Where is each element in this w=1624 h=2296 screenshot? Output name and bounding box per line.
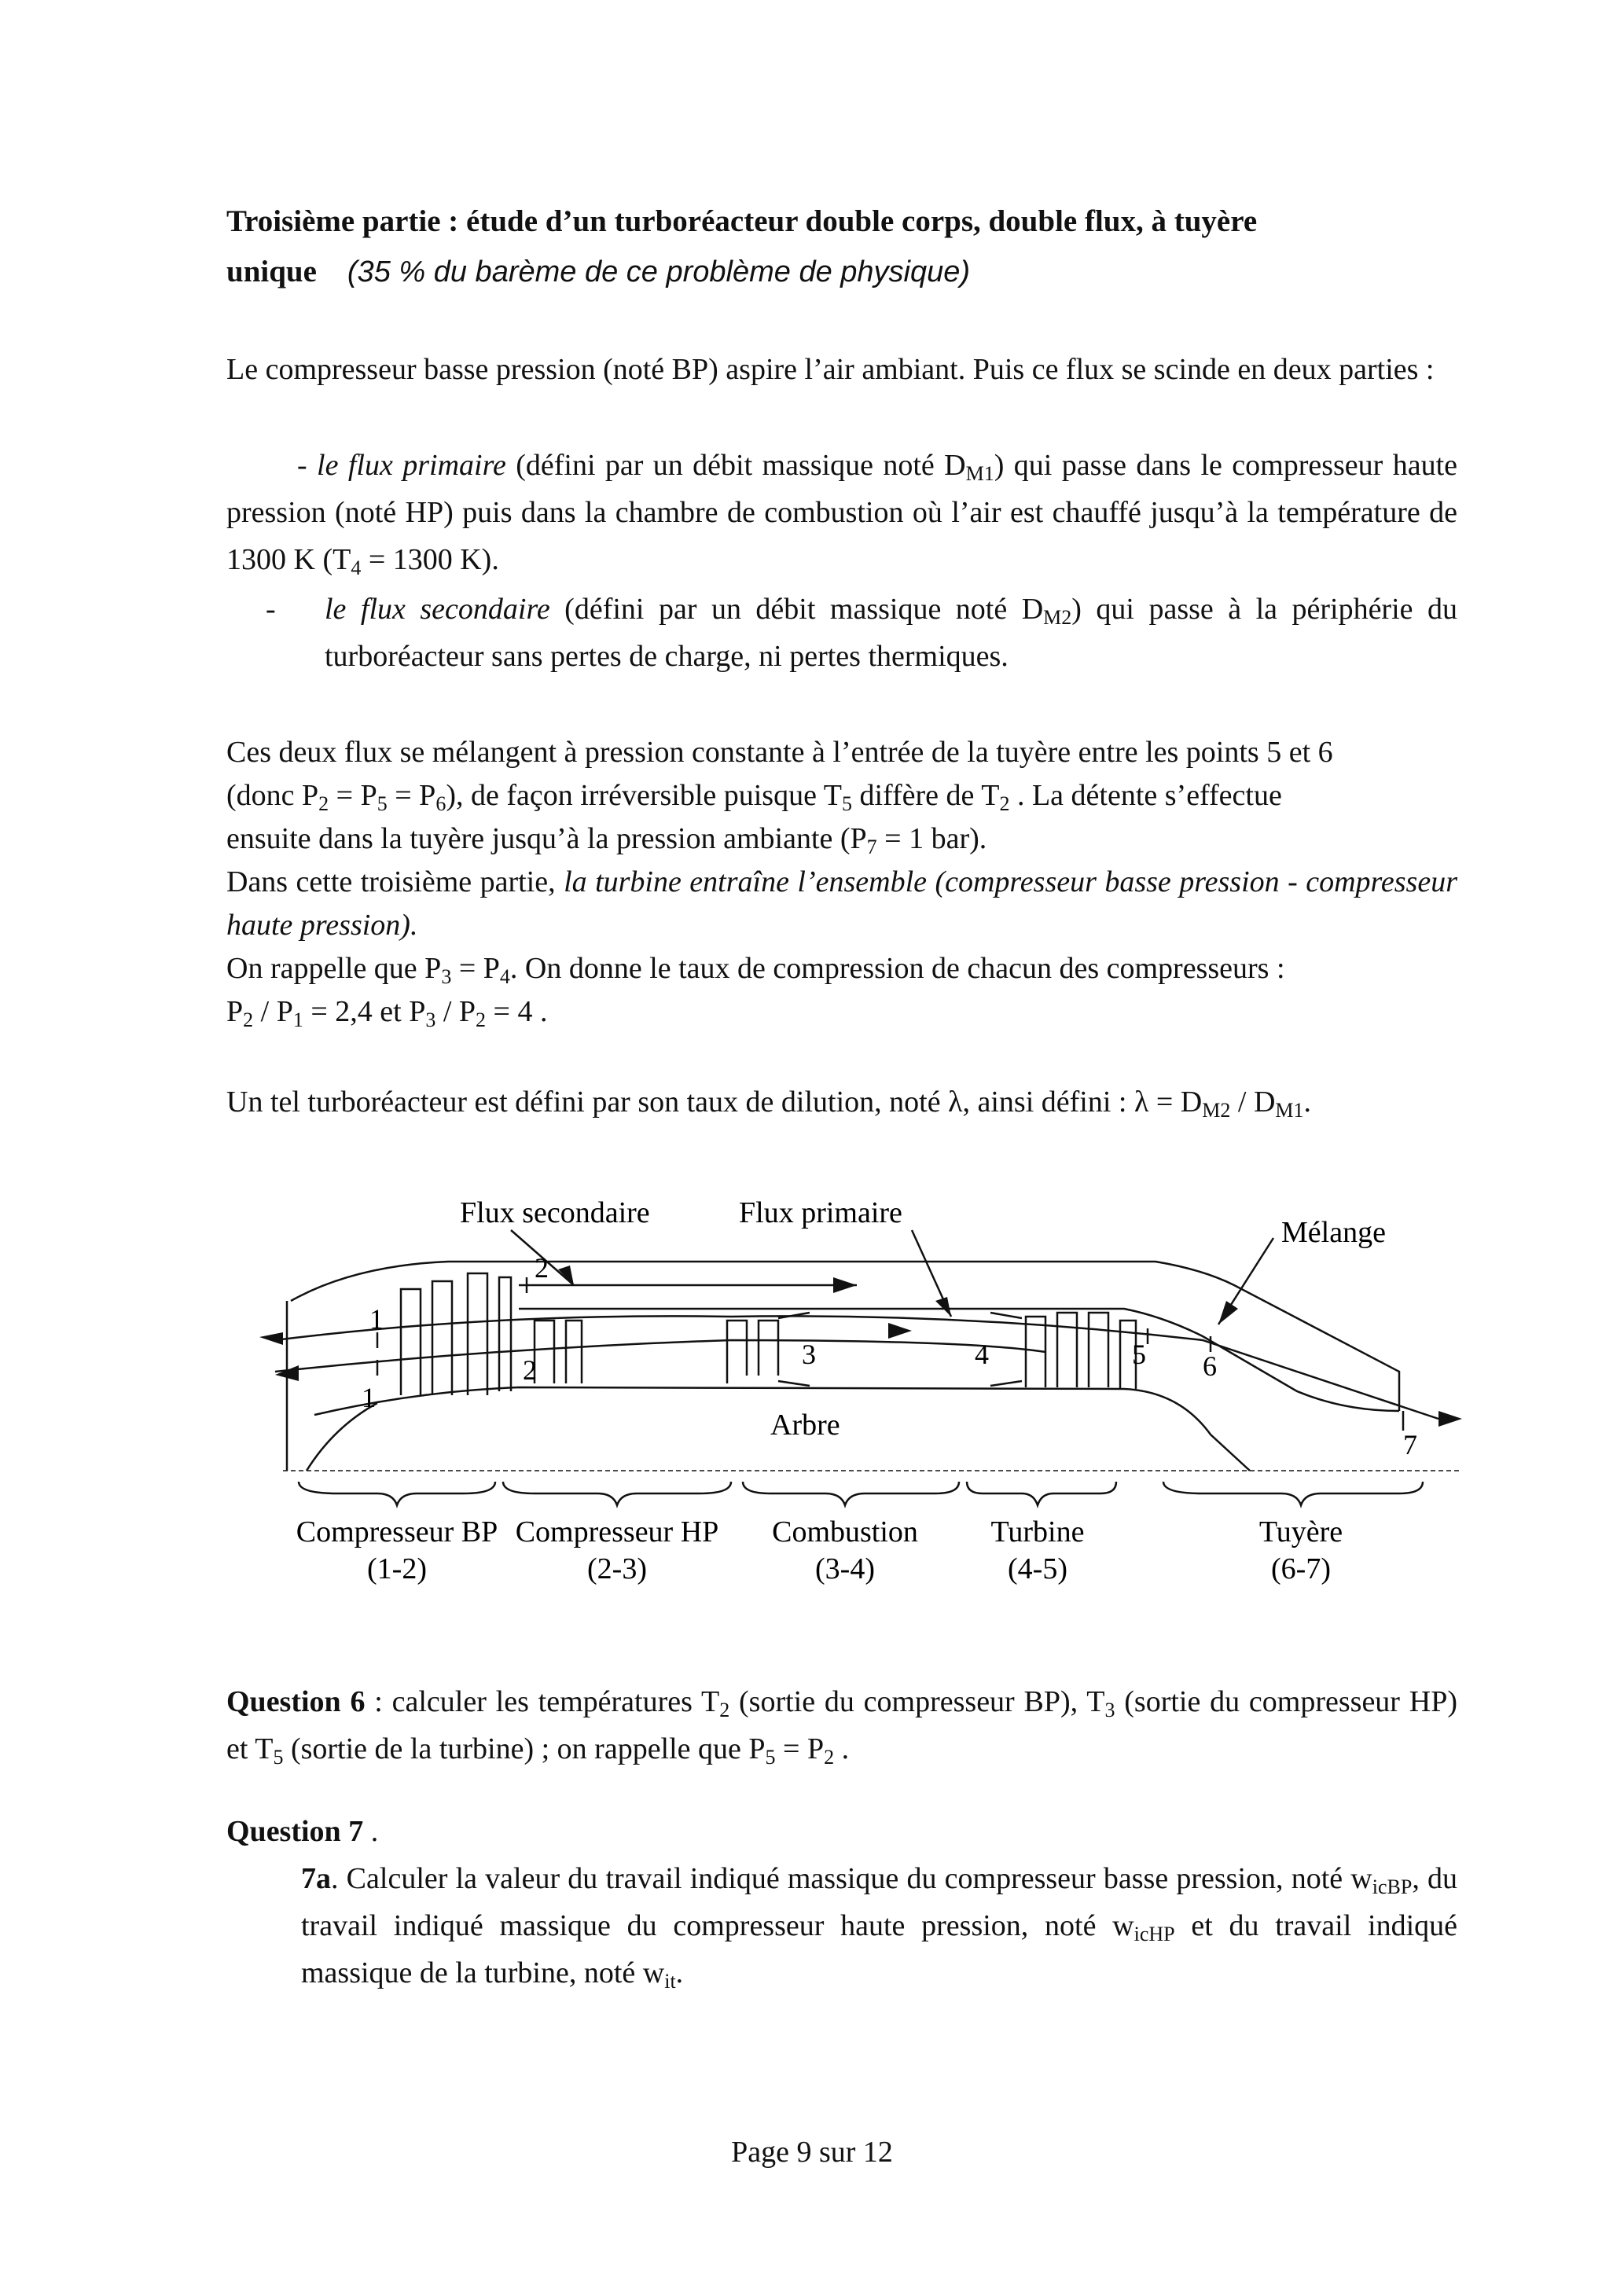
label-flux-primaire: Flux primaire — [739, 1196, 902, 1229]
q7-s2: icHP — [1133, 1923, 1175, 1945]
q7a-label: 7a — [301, 1862, 331, 1895]
stage-range: (1-2) — [367, 1552, 427, 1585]
point-label: 7 — [1403, 1429, 1417, 1460]
stage-range: (2-3) — [587, 1552, 647, 1585]
secondary-em: le flux secondaire — [325, 593, 550, 626]
m-l2e: diffère de T — [851, 779, 1000, 812]
secondary-flux-item — [266, 586, 1457, 680]
hp-blades — [535, 1321, 582, 1383]
q6-s2: 2 — [719, 1699, 730, 1721]
q7-s1: icBP — [1372, 1875, 1413, 1898]
inner-casing — [519, 1309, 1399, 1411]
brace-comb — [743, 1482, 959, 1505]
q7-d: . — [675, 1956, 684, 1989]
dil-a: Un tel turboréacteur est défini par son taux de dilution, noté λ, ainsi défini : λ = D — [226, 1086, 1203, 1119]
dil-b: / D — [1230, 1086, 1276, 1119]
stage-name: Tuyère — [1258, 1515, 1343, 1548]
q6-s5b: 5 — [765, 1746, 776, 1769]
mixing-line-4 — [226, 861, 1457, 947]
secondary-dash: - — [266, 593, 276, 626]
primary-text-b: ) qui passe dans le compresseur haute pression (noté HP) puis dans la chambre de combustion où l’air est chauffé jusqu’à la température de 1300 K (T — [226, 449, 1457, 576]
bp-blades — [401, 1273, 511, 1395]
stage-range: (4-5) — [1008, 1552, 1067, 1585]
m-l6e: = 4 . — [486, 995, 548, 1028]
section-title — [226, 197, 1457, 297]
point-label: 4 — [975, 1339, 989, 1370]
stage-range: (6-7) — [1271, 1552, 1331, 1585]
secondary-sub: M2 — [1043, 606, 1072, 629]
m-l6a: P — [226, 995, 244, 1028]
q6-s2b: 2 — [824, 1746, 835, 1769]
q6-d: (sortie de la turbine) ; on rappelle que P — [283, 1732, 766, 1765]
m-l6c: = 2,4 et P — [303, 995, 426, 1028]
stage-name: Compresseur BP — [296, 1515, 498, 1548]
m-l6d: / P — [435, 995, 476, 1028]
dil-c: . — [1303, 1086, 1312, 1119]
stage-name: Combustion — [772, 1515, 918, 1548]
m-s4: 4 — [499, 965, 510, 988]
m-s2b: 2 — [999, 792, 1010, 815]
m-l2f: . La détente s’effectue — [1009, 779, 1282, 812]
m-s3: 3 — [441, 965, 452, 988]
m-l2c: = P — [387, 779, 436, 812]
brace-hp — [503, 1482, 731, 1505]
primary-prefix: - — [297, 449, 318, 482]
mixing-line-1: Ces deux flux se mélangent à pression constante à l’entrée de la tuyère entre les points 5 et 6 — [226, 736, 1333, 769]
primary-sub2: 4 — [351, 557, 362, 579]
stage-range: (3-4) — [815, 1552, 875, 1585]
title-line-2: unique — [226, 255, 317, 288]
q7-b: , du travail indiqué massique du compresseur haute pression, noté w — [301, 1862, 1458, 1942]
title-line-1: Troisième partie : étude d’un turboréacteur double corps, double flux, à tuyère — [226, 204, 1258, 238]
intro-paragraph — [226, 346, 1457, 393]
q6-c: (sortie du compresseur HP) et T — [226, 1685, 1457, 1765]
mixing-paragraph — [226, 731, 1457, 1034]
q6-f: . — [834, 1732, 850, 1765]
section-subtitle: (35 % du barème de ce problème de physique) — [347, 255, 971, 288]
m-l2a: (donc P — [226, 779, 319, 812]
m-l4a: Dans cette troisième partie, — [226, 865, 564, 898]
secondary-text-b: ) qui passe à la périphérie du turboréacteur sans pertes de charge, ni pertes thermiques. — [325, 593, 1457, 673]
streamline-upper — [275, 1316, 1438, 1419]
m-s5b: 5 — [841, 792, 852, 815]
dil-s1: M2 — [1202, 1099, 1231, 1122]
m-s6b: 1 — [292, 1008, 303, 1031]
brace-bp — [299, 1482, 495, 1505]
q6-s3: 3 — [1104, 1699, 1115, 1721]
m-s6c: 3 — [425, 1008, 436, 1031]
point-label: 1 — [369, 1303, 384, 1335]
stage-name: Compresseur HP — [515, 1515, 719, 1548]
q6-b: (sortie du compresseur BP), T — [729, 1685, 1105, 1718]
point-label: 2 — [523, 1354, 537, 1386]
m-l5a: On rappelle que P — [226, 952, 442, 985]
q6-label: Question 6 — [226, 1685, 366, 1718]
q7-a: . Calculer la valeur du travail indiqué massique du compresseur basse pression, noté w — [331, 1862, 1372, 1895]
point-label: 2 — [535, 1252, 549, 1284]
q7-c: et du travail indiqué massique de la turbine, noté w — [301, 1909, 1457, 1989]
mixing-line-2 — [226, 774, 1457, 817]
point-label: 1 — [362, 1382, 376, 1413]
mixing-line-3 — [226, 817, 1457, 861]
m-s6d: 2 — [476, 1008, 487, 1031]
mixing-line-6 — [226, 990, 1457, 1034]
m-s7: 7 — [866, 836, 877, 858]
m-s6a: 2 — [243, 1008, 254, 1031]
point-label: 6 — [1203, 1350, 1217, 1382]
q6-e: = P — [775, 1732, 825, 1765]
m-l5b: = P — [451, 952, 500, 985]
mixing-line-5 — [226, 947, 1457, 990]
stage-name: Turbine — [990, 1515, 1085, 1548]
primary-text-c: = 1300 K). — [361, 543, 499, 576]
m-l2b: = P — [329, 779, 377, 812]
page-number: Page 9 sur 12 — [731, 2136, 893, 2169]
q7-s3: it — [664, 1970, 676, 1993]
m-s2: 2 — [318, 792, 329, 815]
q7-label: Question 7 — [226, 1815, 364, 1848]
primary-text-a: (défini par un débit massique noté D — [505, 449, 966, 482]
question-6 — [226, 1678, 1457, 1773]
primary-sub: M1 — [965, 462, 994, 485]
dilution-line — [226, 1078, 1457, 1126]
question-7 — [226, 1808, 1457, 1855]
point-label: 3 — [802, 1339, 816, 1370]
combustion-chamber — [727, 1321, 778, 1383]
dil-s2: M1 — [1275, 1099, 1304, 1122]
label-melange: Mélange — [1281, 1216, 1386, 1249]
m-l2d: ), de façon irréversible puisque T — [446, 779, 842, 812]
streamline-lower — [275, 1340, 1045, 1372]
m-l6b: / P — [253, 995, 293, 1028]
q6-a: : calculer les températures T — [365, 1685, 720, 1718]
label-flux-secondaire: Flux secondaire — [460, 1196, 650, 1229]
q6-s5: 5 — [273, 1746, 284, 1769]
m-l4em: la turbine entraîne l’ensemble (compresseur basse pression - compresseur haute pression). — [226, 865, 1457, 942]
intro-text: Le compresseur basse pression (noté BP) aspire l’air ambiant. Puis ce flux se scinde en deux parties : — [226, 353, 1435, 386]
q7-dot: . — [363, 1815, 379, 1848]
point-label: 5 — [1132, 1339, 1146, 1370]
m-l5c: . On donne le taux de compression de chacun des compresseurs : — [509, 952, 1285, 985]
primary-flux-paragraph — [226, 442, 1457, 583]
m-l3b: = 1 bar). — [876, 822, 987, 855]
question-7a — [301, 1855, 1457, 1997]
m-l3a: ensuite dans la tuyère jusqu’à la pression ambiante (P — [226, 822, 867, 855]
secondary-text-a: (défini par un débit massique noté D — [549, 593, 1044, 626]
brace-nozzle — [1163, 1482, 1423, 1505]
brace-turb — [967, 1482, 1116, 1505]
primary-em: le flux primaire — [317, 449, 506, 482]
m-s5: 5 — [377, 792, 388, 815]
turbojet-diagram — [259, 1183, 1486, 1607]
m-s6: 6 — [435, 792, 446, 815]
label-arbre: Arbre — [770, 1409, 840, 1442]
